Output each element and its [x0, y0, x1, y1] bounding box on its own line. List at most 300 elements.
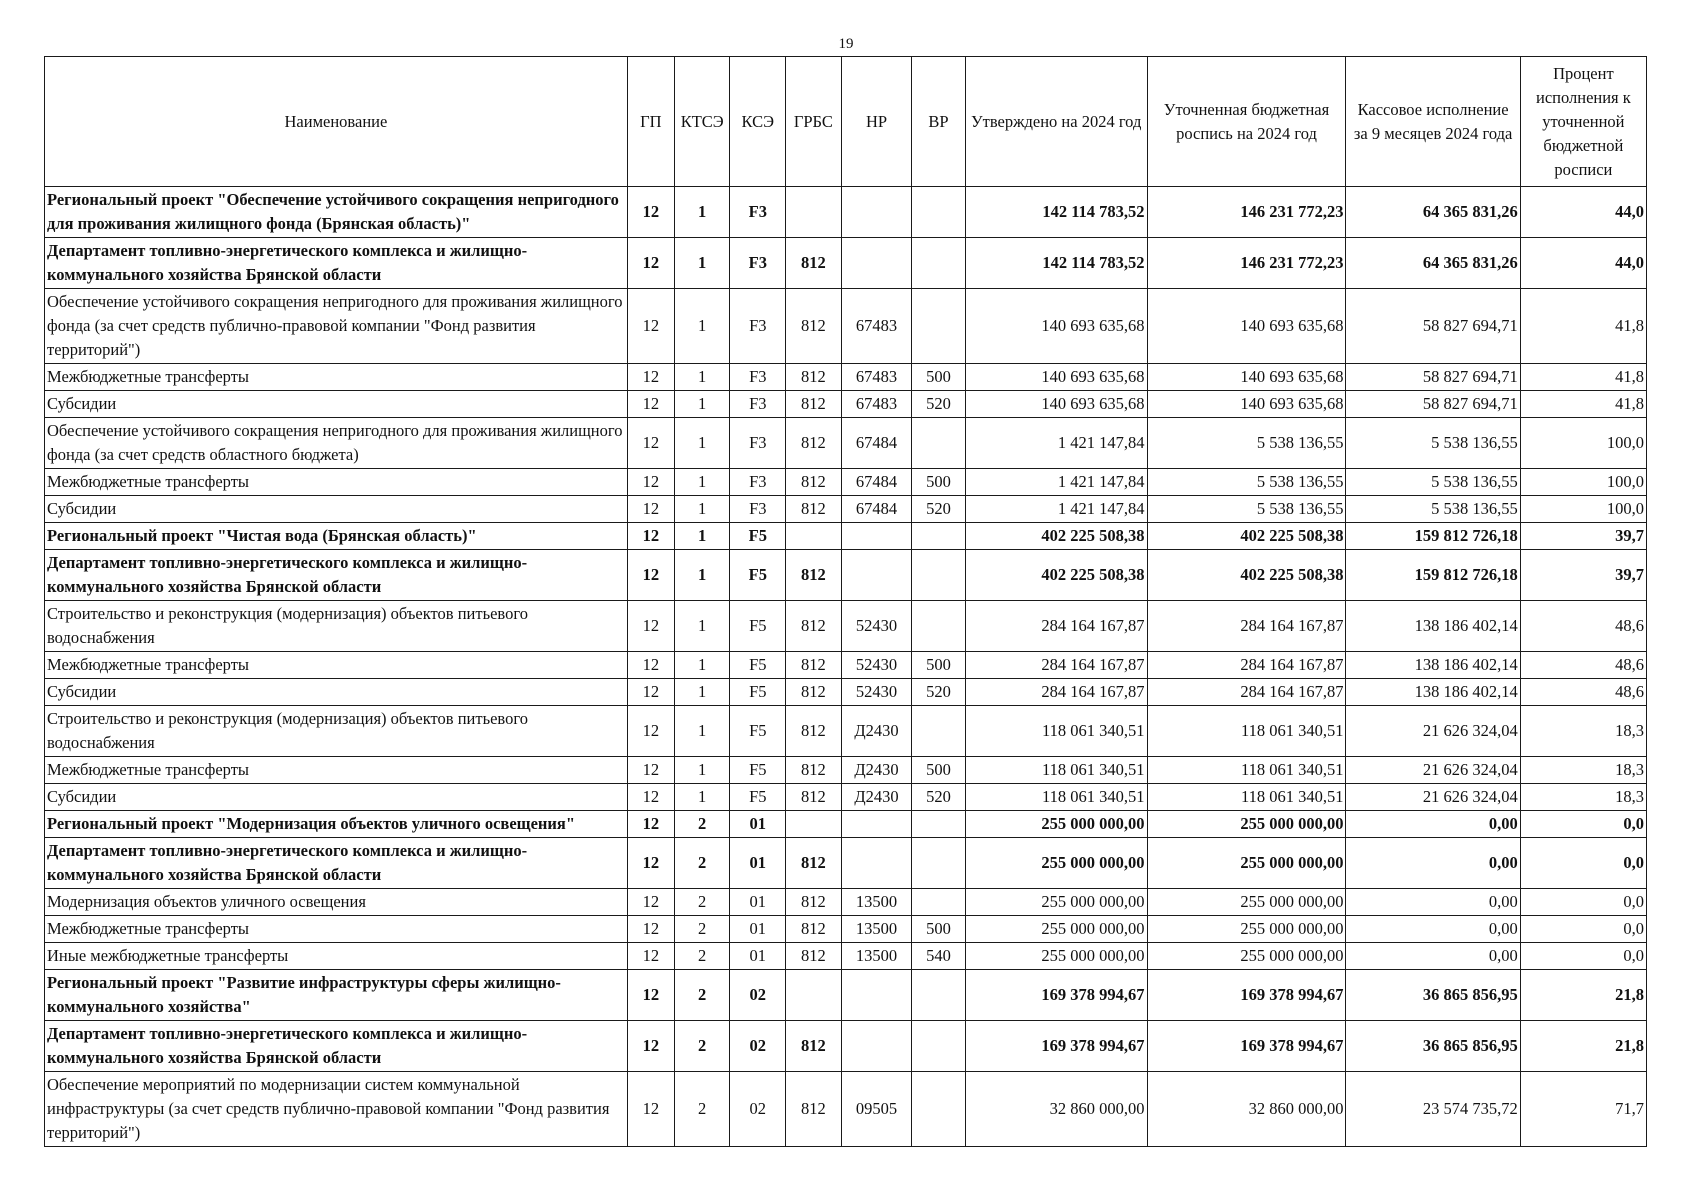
cell-refined: 5 538 136,55	[1147, 496, 1346, 523]
cell-kse: 01	[730, 916, 786, 943]
cell-refined: 284 164 167,87	[1147, 679, 1346, 706]
cell-ktse: 1	[674, 652, 730, 679]
cell-grbs: 812	[786, 238, 842, 289]
cell-percent: 41,8	[1520, 391, 1646, 418]
cell-name: Региональный проект "Чистая вода (Брянская область)"	[45, 523, 628, 550]
cell-ktse: 1	[674, 706, 730, 757]
cell-grbs: 812	[786, 1021, 842, 1072]
cell-kse: 02	[730, 970, 786, 1021]
cell-kse: F3	[730, 238, 786, 289]
cell-gp: 12	[627, 970, 674, 1021]
cell-name: Строительство и реконструкция (модернизация) объектов питьевого водоснабжения	[45, 706, 628, 757]
cell-approved: 402 225 508,38	[965, 523, 1147, 550]
cell-gp: 12	[627, 916, 674, 943]
cell-percent: 41,8	[1520, 289, 1646, 364]
table-row	[45, 364, 1647, 391]
cell-vr	[912, 889, 965, 916]
cell-vr	[912, 289, 965, 364]
cell-grbs: 812	[786, 550, 842, 601]
table-row	[45, 601, 1647, 652]
cell-nr: 52430	[841, 601, 912, 652]
cell-ktse: 1	[674, 757, 730, 784]
cell-percent: 0,0	[1520, 943, 1646, 970]
cell-cash: 5 538 136,55	[1346, 496, 1520, 523]
cell-nr	[841, 1021, 912, 1072]
cell-kse: F3	[730, 289, 786, 364]
cell-kse: F5	[730, 706, 786, 757]
table-row	[45, 523, 1647, 550]
cell-refined: 255 000 000,00	[1147, 916, 1346, 943]
cell-gp: 12	[627, 238, 674, 289]
cell-name: Региональный проект "Развитие инфраструктуры сферы жилищно-коммунального хозяйства"	[45, 970, 628, 1021]
cell-percent: 0,0	[1520, 889, 1646, 916]
cell-percent: 44,0	[1520, 187, 1646, 238]
cell-kse: F3	[730, 364, 786, 391]
cell-percent: 21,8	[1520, 1021, 1646, 1072]
cell-nr: 13500	[841, 943, 912, 970]
cell-grbs: 812	[786, 943, 842, 970]
table-row	[45, 652, 1647, 679]
cell-ktse: 1	[674, 469, 730, 496]
table-row	[45, 706, 1647, 757]
cell-percent: 44,0	[1520, 238, 1646, 289]
cell-cash: 5 538 136,55	[1346, 469, 1520, 496]
cell-kse: F3	[730, 187, 786, 238]
cell-percent: 0,0	[1520, 838, 1646, 889]
cell-ktse: 2	[674, 811, 730, 838]
cell-percent: 71,7	[1520, 1072, 1646, 1147]
cell-approved: 169 378 994,67	[965, 1021, 1147, 1072]
cell-nr: Д2430	[841, 757, 912, 784]
cell-refined: 402 225 508,38	[1147, 550, 1346, 601]
col-header-approved: Утверждено на 2024 год	[965, 57, 1147, 187]
cell-refined: 118 061 340,51	[1147, 784, 1346, 811]
cell-name: Департамент топливно-энергетического комплекса и жилищно-коммунального хозяйства Брянской области	[45, 238, 628, 289]
cell-cash: 64 365 831,26	[1346, 187, 1520, 238]
cell-nr: Д2430	[841, 784, 912, 811]
col-header-kse: КСЭ	[730, 57, 786, 187]
cell-kse: 01	[730, 811, 786, 838]
cell-approved: 140 693 635,68	[965, 364, 1147, 391]
table-row	[45, 238, 1647, 289]
cell-nr: Д2430	[841, 706, 912, 757]
cell-vr	[912, 601, 965, 652]
cell-ktse: 1	[674, 364, 730, 391]
table-row	[45, 550, 1647, 601]
cell-kse: F5	[730, 601, 786, 652]
cell-approved: 255 000 000,00	[965, 943, 1147, 970]
cell-kse: 01	[730, 943, 786, 970]
cell-grbs	[786, 970, 842, 1021]
cell-approved: 1 421 147,84	[965, 469, 1147, 496]
cell-grbs	[786, 811, 842, 838]
cell-cash: 21 626 324,04	[1346, 784, 1520, 811]
cell-percent: 48,6	[1520, 679, 1646, 706]
cell-grbs	[786, 523, 842, 550]
cell-cash: 0,00	[1346, 811, 1520, 838]
cell-nr: 67484	[841, 418, 912, 469]
cell-kse: F3	[730, 391, 786, 418]
col-header-refined: Уточненная бюджетная роспись на 2024 год	[1147, 57, 1346, 187]
cell-percent: 39,7	[1520, 523, 1646, 550]
cell-gp: 12	[627, 943, 674, 970]
cell-name: Иные межбюджетные трансферты	[45, 943, 628, 970]
cell-approved: 1 421 147,84	[965, 496, 1147, 523]
cell-vr: 520	[912, 679, 965, 706]
cell-nr: 09505	[841, 1072, 912, 1147]
cell-approved: 140 693 635,68	[965, 391, 1147, 418]
cell-kse: 01	[730, 889, 786, 916]
cell-grbs: 812	[786, 838, 842, 889]
cell-name: Департамент топливно-энергетического комплекса и жилищно-коммунального хозяйства Брянской области	[45, 550, 628, 601]
cell-name: Обеспечение мероприятий по модернизации систем коммунальной инфраструктуры (за счет средств публично-правовой компании "Фонд развития территорий")	[45, 1072, 628, 1147]
cell-ktse: 1	[674, 238, 730, 289]
cell-vr: 520	[912, 784, 965, 811]
budget-execution-table	[44, 56, 1647, 1147]
cell-refined: 169 378 994,67	[1147, 970, 1346, 1021]
col-header-name: Наименование	[45, 57, 628, 187]
cell-gp: 12	[627, 469, 674, 496]
cell-kse: F5	[730, 679, 786, 706]
cell-gp: 12	[627, 289, 674, 364]
table-row	[45, 916, 1647, 943]
page-number: 19	[838, 36, 854, 52]
cell-gp: 12	[627, 889, 674, 916]
cell-grbs: 812	[786, 469, 842, 496]
cell-approved: 142 114 783,52	[965, 187, 1147, 238]
cell-cash: 0,00	[1346, 916, 1520, 943]
cell-nr	[841, 187, 912, 238]
cell-ktse: 2	[674, 1021, 730, 1072]
cell-percent: 100,0	[1520, 418, 1646, 469]
cell-percent: 39,7	[1520, 550, 1646, 601]
cell-ktse: 1	[674, 523, 730, 550]
cell-vr: 500	[912, 364, 965, 391]
cell-approved: 118 061 340,51	[965, 757, 1147, 784]
cell-percent: 100,0	[1520, 469, 1646, 496]
cell-vr: 500	[912, 652, 965, 679]
cell-gp: 12	[627, 550, 674, 601]
cell-ktse: 1	[674, 391, 730, 418]
cell-grbs: 812	[786, 706, 842, 757]
cell-refined: 5 538 136,55	[1147, 469, 1346, 496]
cell-gp: 12	[627, 418, 674, 469]
cell-vr	[912, 550, 965, 601]
cell-refined: 255 000 000,00	[1147, 943, 1346, 970]
cell-cash: 23 574 735,72	[1346, 1072, 1520, 1147]
cell-name: Межбюджетные трансферты	[45, 757, 628, 784]
table-row	[45, 889, 1647, 916]
cell-cash: 0,00	[1346, 889, 1520, 916]
cell-name: Субсидии	[45, 679, 628, 706]
cell-ktse: 1	[674, 784, 730, 811]
table-row	[45, 1072, 1647, 1147]
cell-grbs: 812	[786, 916, 842, 943]
cell-cash: 159 812 726,18	[1346, 550, 1520, 601]
col-header-percent: Процент исполнения к уточненной бюджетной росписи	[1520, 57, 1646, 187]
cell-refined: 140 693 635,68	[1147, 364, 1346, 391]
col-header-grbs: ГРБС	[786, 57, 842, 187]
cell-vr: 520	[912, 391, 965, 418]
cell-gp: 12	[627, 496, 674, 523]
cell-ktse: 1	[674, 550, 730, 601]
cell-approved: 140 693 635,68	[965, 289, 1147, 364]
col-header-ktse: КТСЭ	[674, 57, 730, 187]
cell-vr: 520	[912, 496, 965, 523]
cell-nr	[841, 838, 912, 889]
cell-nr	[841, 970, 912, 1021]
cell-vr	[912, 970, 965, 1021]
table-row	[45, 187, 1647, 238]
cell-percent: 21,8	[1520, 970, 1646, 1021]
table-row	[45, 679, 1647, 706]
cell-gp: 12	[627, 523, 674, 550]
cell-grbs: 812	[786, 418, 842, 469]
table-row	[45, 391, 1647, 418]
cell-ktse: 2	[674, 916, 730, 943]
cell-cash: 36 865 856,95	[1346, 970, 1520, 1021]
table-row	[45, 1021, 1647, 1072]
cell-grbs	[786, 187, 842, 238]
cell-nr	[841, 811, 912, 838]
cell-approved: 284 164 167,87	[965, 601, 1147, 652]
cell-cash: 36 865 856,95	[1346, 1021, 1520, 1072]
cell-gp: 12	[627, 1072, 674, 1147]
cell-cash: 58 827 694,71	[1346, 391, 1520, 418]
cell-name: Департамент топливно-энергетического комплекса и жилищно-коммунального хозяйства Брянской области	[45, 1021, 628, 1072]
cell-gp: 12	[627, 811, 674, 838]
cell-name: Модернизация объектов уличного освещения	[45, 889, 628, 916]
cell-name: Межбюджетные трансферты	[45, 916, 628, 943]
table-row	[45, 757, 1647, 784]
cell-nr: 67483	[841, 391, 912, 418]
cell-percent: 0,0	[1520, 916, 1646, 943]
cell-kse: F3	[730, 496, 786, 523]
cell-grbs: 812	[786, 679, 842, 706]
table-row	[45, 469, 1647, 496]
cell-name: Межбюджетные трансферты	[45, 364, 628, 391]
cell-grbs: 812	[786, 391, 842, 418]
cell-vr: 500	[912, 916, 965, 943]
cell-ktse: 2	[674, 943, 730, 970]
cell-approved: 118 061 340,51	[965, 784, 1147, 811]
cell-approved: 142 114 783,52	[965, 238, 1147, 289]
cell-percent: 41,8	[1520, 364, 1646, 391]
cell-ktse: 2	[674, 889, 730, 916]
cell-approved: 284 164 167,87	[965, 652, 1147, 679]
cell-cash: 0,00	[1346, 943, 1520, 970]
table-row	[45, 784, 1647, 811]
cell-grbs: 812	[786, 889, 842, 916]
cell-kse: F5	[730, 757, 786, 784]
cell-refined: 118 061 340,51	[1147, 706, 1346, 757]
cell-ktse: 2	[674, 970, 730, 1021]
cell-approved: 1 421 147,84	[965, 418, 1147, 469]
cell-gp: 12	[627, 679, 674, 706]
cell-ktse: 1	[674, 601, 730, 652]
cell-refined: 146 231 772,23	[1147, 238, 1346, 289]
cell-refined: 284 164 167,87	[1147, 652, 1346, 679]
col-header-vr: ВР	[912, 57, 965, 187]
table-row	[45, 838, 1647, 889]
cell-cash: 5 538 136,55	[1346, 418, 1520, 469]
cell-gp: 12	[627, 1021, 674, 1072]
cell-percent: 0,0	[1520, 811, 1646, 838]
cell-grbs: 812	[786, 601, 842, 652]
cell-percent: 48,6	[1520, 601, 1646, 652]
table-body	[45, 187, 1647, 1147]
cell-nr	[841, 550, 912, 601]
cell-percent: 100,0	[1520, 496, 1646, 523]
cell-cash: 138 186 402,14	[1346, 652, 1520, 679]
table-row	[45, 811, 1647, 838]
cell-approved: 169 378 994,67	[965, 970, 1147, 1021]
cell-cash: 58 827 694,71	[1346, 289, 1520, 364]
cell-cash: 64 365 831,26	[1346, 238, 1520, 289]
cell-approved: 255 000 000,00	[965, 889, 1147, 916]
cell-gp: 12	[627, 757, 674, 784]
cell-gp: 12	[627, 391, 674, 418]
cell-refined: 255 000 000,00	[1147, 811, 1346, 838]
cell-refined: 402 225 508,38	[1147, 523, 1346, 550]
cell-name: Департамент топливно-энергетического комплекса и жилищно-коммунального хозяйства Брянской области	[45, 838, 628, 889]
cell-ktse: 2	[674, 838, 730, 889]
cell-ktse: 1	[674, 187, 730, 238]
cell-nr: 52430	[841, 652, 912, 679]
cell-name: Субсидии	[45, 391, 628, 418]
cell-nr: 52430	[841, 679, 912, 706]
cell-refined: 140 693 635,68	[1147, 391, 1346, 418]
cell-cash: 21 626 324,04	[1346, 757, 1520, 784]
cell-gp: 12	[627, 784, 674, 811]
cell-name: Региональный проект "Обеспечение устойчивого сокращения непригодного для проживания жилищного фонда (Брянская область)"	[45, 187, 628, 238]
cell-kse: 02	[730, 1021, 786, 1072]
table-row	[45, 289, 1647, 364]
table-row	[45, 970, 1647, 1021]
cell-ktse: 2	[674, 1072, 730, 1147]
cell-vr	[912, 418, 965, 469]
cell-nr: 67483	[841, 364, 912, 391]
cell-cash: 0,00	[1346, 838, 1520, 889]
cell-grbs: 812	[786, 784, 842, 811]
cell-gp: 12	[627, 601, 674, 652]
cell-refined: 169 378 994,67	[1147, 1021, 1346, 1072]
cell-nr	[841, 523, 912, 550]
cell-gp: 12	[627, 652, 674, 679]
cell-refined: 146 231 772,23	[1147, 187, 1346, 238]
cell-grbs: 812	[786, 289, 842, 364]
cell-cash: 21 626 324,04	[1346, 706, 1520, 757]
cell-cash: 159 812 726,18	[1346, 523, 1520, 550]
cell-grbs: 812	[786, 496, 842, 523]
cell-refined: 255 000 000,00	[1147, 838, 1346, 889]
cell-refined: 255 000 000,00	[1147, 889, 1346, 916]
cell-kse: F5	[730, 550, 786, 601]
cell-percent: 48,6	[1520, 652, 1646, 679]
cell-approved: 118 061 340,51	[965, 706, 1147, 757]
cell-ktse: 1	[674, 679, 730, 706]
cell-ktse: 1	[674, 496, 730, 523]
cell-vr	[912, 1021, 965, 1072]
cell-approved: 402 225 508,38	[965, 550, 1147, 601]
cell-nr: 13500	[841, 916, 912, 943]
cell-vr	[912, 238, 965, 289]
cell-kse: F3	[730, 469, 786, 496]
cell-approved: 284 164 167,87	[965, 679, 1147, 706]
cell-grbs: 812	[786, 1072, 842, 1147]
cell-refined: 32 860 000,00	[1147, 1072, 1346, 1147]
col-header-nr: НР	[841, 57, 912, 187]
cell-vr	[912, 187, 965, 238]
cell-approved: 255 000 000,00	[965, 916, 1147, 943]
cell-nr: 67483	[841, 289, 912, 364]
cell-grbs: 812	[786, 652, 842, 679]
cell-kse: F5	[730, 652, 786, 679]
cell-vr	[912, 838, 965, 889]
cell-percent: 18,3	[1520, 706, 1646, 757]
cell-cash: 138 186 402,14	[1346, 601, 1520, 652]
cell-name: Строительство и реконструкция (модернизация) объектов питьевого водоснабжения	[45, 601, 628, 652]
table-row	[45, 943, 1647, 970]
cell-approved: 32 860 000,00	[965, 1072, 1147, 1147]
header-row	[45, 57, 1647, 187]
cell-grbs: 812	[786, 757, 842, 784]
cell-vr: 500	[912, 469, 965, 496]
cell-name: Субсидии	[45, 496, 628, 523]
cell-gp: 12	[627, 706, 674, 757]
cell-name: Межбюджетные трансферты	[45, 469, 628, 496]
cell-name: Обеспечение устойчивого сокращения непригодного для проживания жилищного фонда (за счет средств областного бюджета)	[45, 418, 628, 469]
cell-nr	[841, 238, 912, 289]
cell-approved: 255 000 000,00	[965, 838, 1147, 889]
cell-kse: F5	[730, 523, 786, 550]
cell-ktse: 1	[674, 418, 730, 469]
cell-kse: F3	[730, 418, 786, 469]
cell-name: Обеспечение устойчивого сокращения непригодного для проживания жилищного фонда (за счет средств публично-правовой компании "Фонд развития территорий")	[45, 289, 628, 364]
cell-cash: 138 186 402,14	[1346, 679, 1520, 706]
cell-vr	[912, 706, 965, 757]
cell-approved: 255 000 000,00	[965, 811, 1147, 838]
cell-name: Субсидии	[45, 784, 628, 811]
cell-vr	[912, 523, 965, 550]
cell-ktse: 1	[674, 289, 730, 364]
cell-refined: 118 061 340,51	[1147, 757, 1346, 784]
cell-name: Региональный проект "Модернизация объектов уличного освещения"	[45, 811, 628, 838]
cell-grbs: 812	[786, 364, 842, 391]
cell-gp: 12	[627, 364, 674, 391]
cell-percent: 18,3	[1520, 784, 1646, 811]
col-header-gp: ГП	[627, 57, 674, 187]
cell-refined: 284 164 167,87	[1147, 601, 1346, 652]
cell-percent: 18,3	[1520, 757, 1646, 784]
table-row	[45, 418, 1647, 469]
table-row	[45, 496, 1647, 523]
col-header-cash: Кассовое исполнение за 9 месяцев 2024 года	[1346, 57, 1520, 187]
cell-nr: 13500	[841, 889, 912, 916]
cell-kse: 02	[730, 1072, 786, 1147]
cell-nr: 67484	[841, 469, 912, 496]
cell-gp: 12	[627, 838, 674, 889]
cell-kse: F5	[730, 784, 786, 811]
cell-refined: 140 693 635,68	[1147, 289, 1346, 364]
cell-vr: 500	[912, 757, 965, 784]
cell-cash: 58 827 694,71	[1346, 364, 1520, 391]
cell-vr	[912, 811, 965, 838]
cell-name: Межбюджетные трансферты	[45, 652, 628, 679]
cell-refined: 5 538 136,55	[1147, 418, 1346, 469]
cell-gp: 12	[627, 187, 674, 238]
cell-nr: 67484	[841, 496, 912, 523]
